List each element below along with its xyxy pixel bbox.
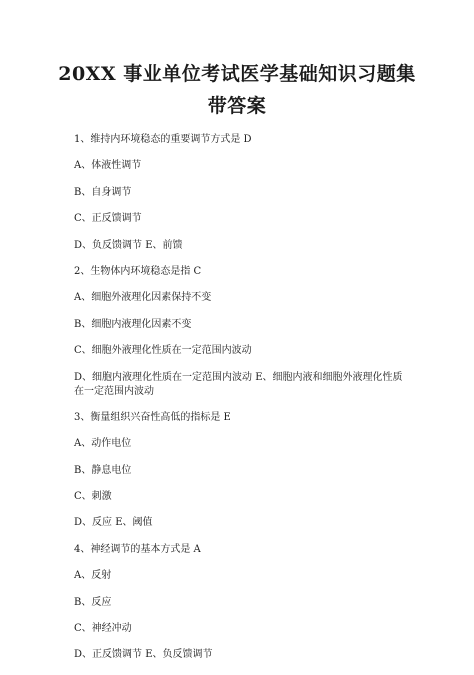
option-line: A、动作电位 [74, 438, 132, 450]
document-title: 20XX 事业单位考试医学基础知识习题集 [58, 63, 416, 85]
option-line: C、正反馈调节 [74, 213, 142, 225]
question-2: 2、生物体内环境稳态是指 C [74, 265, 202, 277]
option-line: B、反应 [74, 596, 112, 608]
option-line: C、细胞外液理化性质在一定范围内波动 [74, 345, 252, 357]
option-line: C、神经冲动 [74, 623, 132, 635]
option-line: B、自身调节 [74, 186, 132, 198]
option-line: C、刺激 [74, 491, 112, 503]
option-line: B、细胞内液理化因素不变 [74, 318, 192, 330]
option-line: A、反射 [74, 570, 112, 582]
question-3: 3、衡量组织兴奋性高低的指标是 E [74, 411, 231, 423]
option-line: A、体液性调节 [74, 160, 142, 172]
option-line: D、细胞内液理化性质在一定范围内波动 E、细胞内液和细胞外液理化性质在一定范围内波动 [74, 371, 403, 397]
question-1: 1、维持内环境稳态的重要调节方式是 D [74, 134, 252, 145]
question-list [74, 133, 409, 675]
document-title-continued: 带答案 [207, 95, 267, 117]
option-line: A、细胞外液理化因素保持不变 [74, 292, 212, 304]
option-line: D、正反馈调节 E、负反馈调节 [74, 649, 213, 661]
option-line: B、静息电位 [74, 464, 132, 476]
question-4: 4、神经调节的基本方式是 A [74, 543, 201, 555]
option-line: D、负反馈调节 E、前馈 [74, 239, 183, 251]
option-line: D、反应 E、阈值 [74, 517, 153, 529]
